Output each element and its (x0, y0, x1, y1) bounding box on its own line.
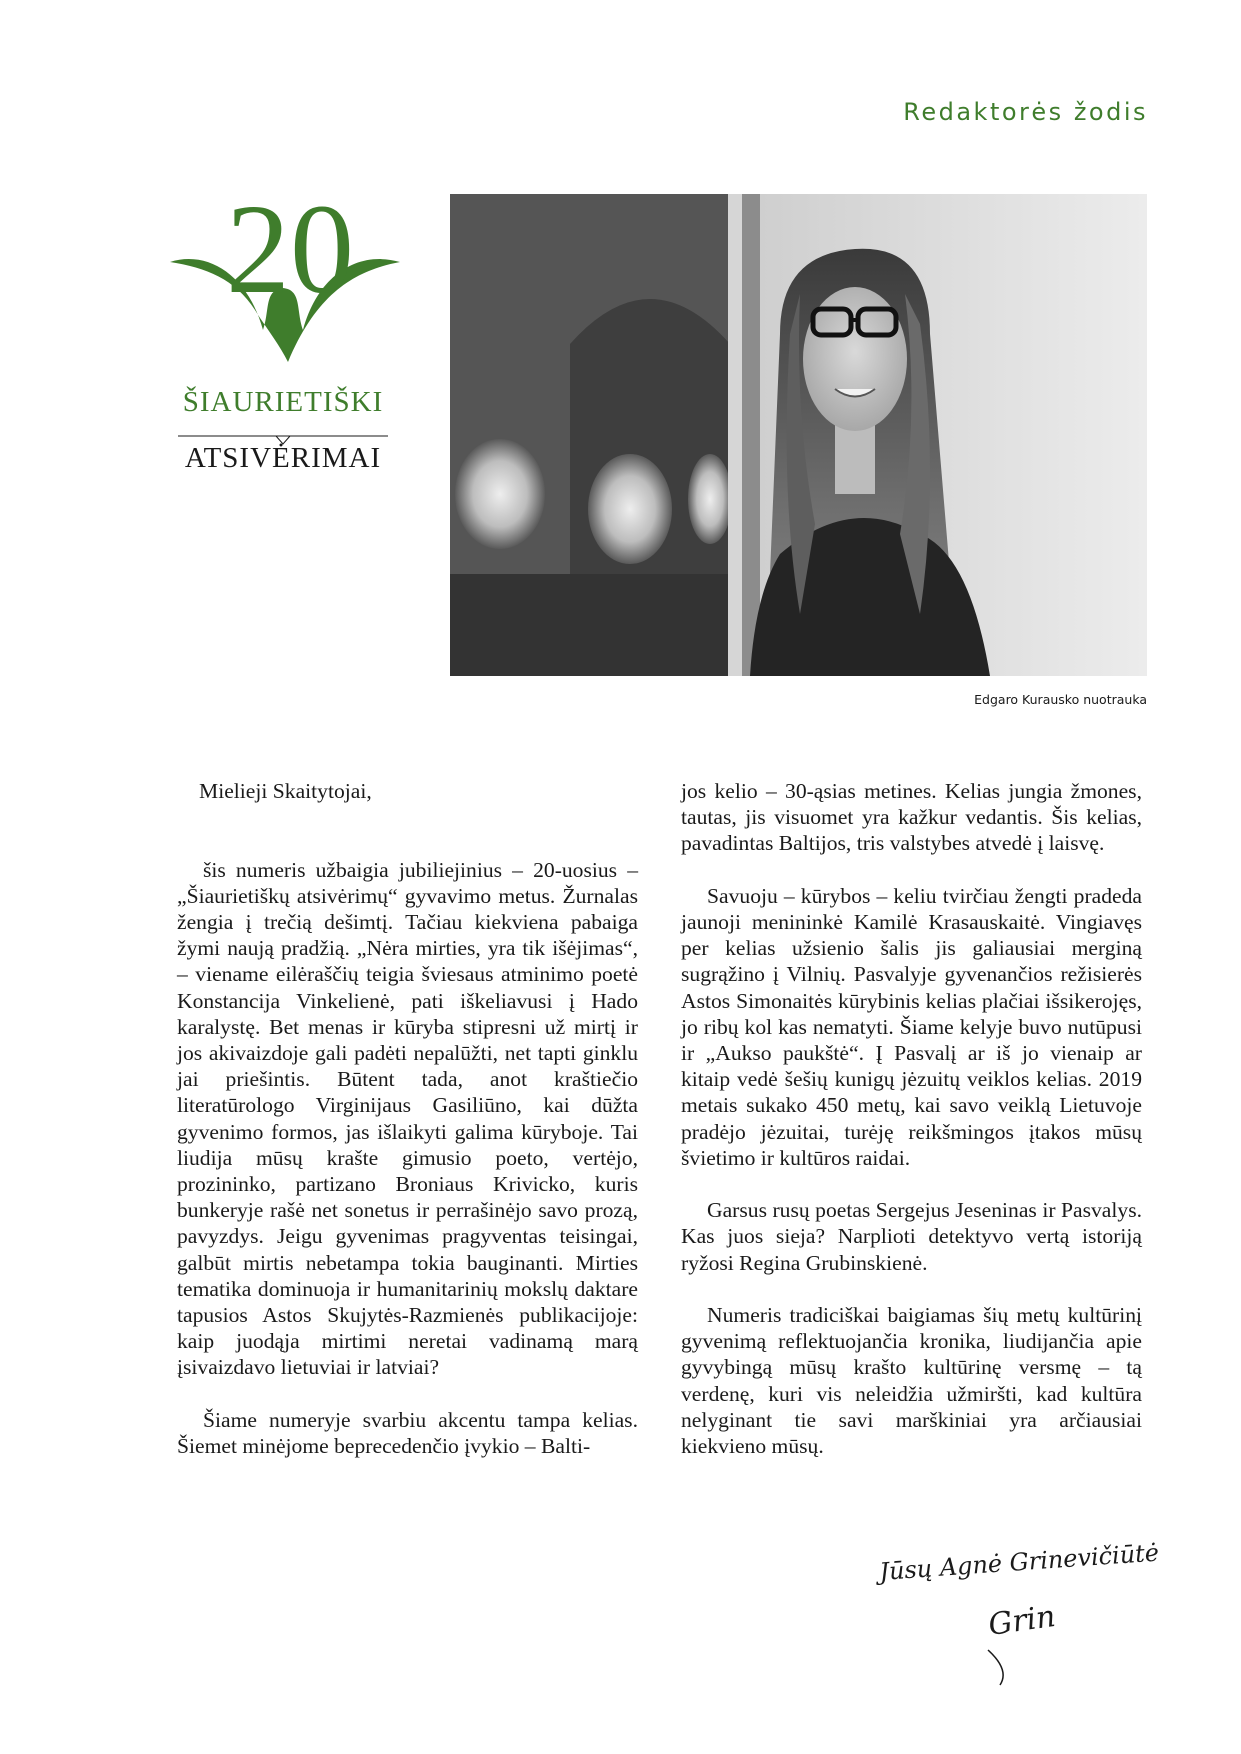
section-title: Redaktorės žodis (903, 98, 1148, 126)
photo-caption: Edgaro Kurausko nuotrauka (974, 692, 1147, 707)
paragraph: šis numeris užbaigia jubiliejinius – 20-uosius – „Šiaurietiškų atsivėrimų“ gyvavimo metus. Žurnalas žengia į trečią dešimtį. Tačiau kiekviena pabaiga žymi naują pradžią. „Nėra mirties, yra tik išėjimas“, – viename eilėraščių teigia šviesaus atminimo poetė Konstancija Vinkelienė, pati iškeliavusi į Hado karalystę. Bet menas ir kūryba stipresni už mirtį ir jos akivaizdoje gali padėti nepalūžti, net tapti ginklu jai priešintis. Būtent tada, anot kraštiečio literatūrologo Virginijaus Gasiliūno, kai dūžta gyvenimo formos, jas išlaikyti galima kūryboje. Tai liudija mūsų krašte gimusio poeto, vertėjo, prozininko, partizano Broniaus Krivicko, kuris bunkeryje rašė net sonetus ir perrašinėjo savo prozą, pavyzdys. Jeigu gyvenimas pragyventas teisingai, galbūt mirtis nebetampa tokia bauginanti. Mirties tematika dominuoja ir humanitarinių mokslų daktare tapusios Astos Skujytės-Razmienės publikacijoje: kaip juodąja mirtimi neretai vadinamą marą įsivaizdavo lietuviai ir latviai? (177, 857, 638, 1380)
logo-word1: ŠIAURIETIŠKI (182, 386, 384, 418)
signature-mark: Grin (986, 1598, 1058, 1643)
paragraph: Savuoju – kūrybos – keliu tvirčiau žengti pradeda jaunoji menininkė Kamilė Krasauskaitė. Vingiavęs per kelias užsienio šalis jis galiausiai merginą sugrąžino į Vilnių. Pasvalyje gyvenančios režisierės Astos Simonaitės kūrybinis kelias plačiai išsikerojęs, jo ribų kol kas nematyti. Šiame kelyje buvo nutūpusi ir „Aukso paukštė“. Į Pasvalį ar iš jo vienaip ar kitaip vedė šešių kunigų jėzuitų veiklos kelias. 2019 metais sukako 450 metų, kai savo veiklą Lietuvoje pradėjo jėzuitai, turėję reikšmingos įtakos mūsų švietimo ir kultūros raidai. (681, 883, 1142, 1170)
paragraph: Numeris tradiciškai baigiamas šių metų kultūrinį gyvenimą reflektuojančia kronika, liudijančia apie gyvybingą mūsų krašto kultūrinę versmę – tą verdenę, kuri vis neleidžia užmiršti, kad kultūra nelyginant tie savi marškiniai yra arčiausiai kiekvieno mūsų. (681, 1303, 1142, 1459)
paragraph: jos kelio – 30-ąsias metines. Kelias jungia žmones, tautas, jis visuomet yra kažkur vedantis. Šis kelias, pavadintas Baltijos, tris valstybes atvedė į laisvę. (681, 779, 1142, 856)
paragraph: Garsus rusų poetas Sergejus Jeseninas ir Pasvalys. Kas juos sieja? Narplioti detektyvo vertą istoriją ryžosi Regina Grubinskienė. (681, 1198, 1142, 1275)
editor-portrait-photo (450, 194, 1147, 676)
paragraph: Šiame numeryje svarbiu akcentu tampa kelias. Šiemet minėjome beprecedenčio įvykio – Balti- (177, 1407, 638, 1459)
article-left-column (177, 778, 638, 1485)
logo-number: 20 (226, 180, 354, 320)
signature-text: Jūsų Agnė Grinevičiūtė (878, 1540, 1160, 1586)
magazine-logo (168, 180, 408, 490)
logo-emblem (168, 180, 408, 380)
logo-word2: ATSIVĖRIMAI (184, 442, 382, 474)
salutation: Mielieji Skaitytojai, (199, 779, 372, 803)
article-right-column (681, 778, 1142, 1485)
editor-signature (870, 1540, 1170, 1690)
